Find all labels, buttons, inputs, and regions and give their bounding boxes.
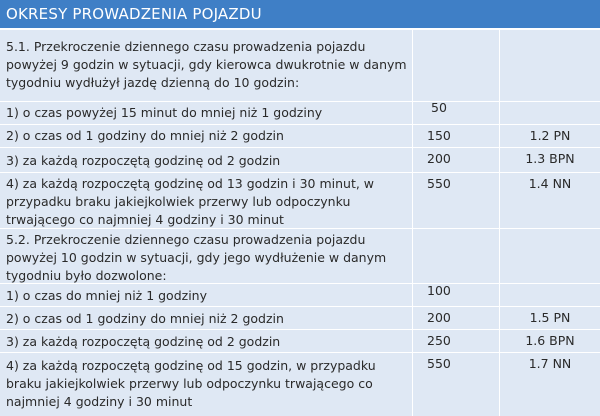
row-description: 5.2. Przekroczenie dziennego czasu prowadzenia pojazdu powyżej 10 godzin w sytuacji, gdy jego wydłużenie w danym tygodniu było dozwolone: [6, 232, 387, 283]
row-description: 3) za każdą rozpoczętą godzinę od 2 godzin [6, 153, 281, 168]
table-row [0, 30, 600, 101]
row-description: 1) o czas powyżej 15 minut do mniej niż 1 godziny [6, 105, 323, 120]
row-code [500, 30, 600, 101]
row-amount: 550 [427, 356, 451, 371]
row-amount: 100 [427, 283, 451, 298]
row-code [500, 102, 600, 124]
table-row [0, 173, 600, 228]
row-amount: 550 [427, 176, 451, 191]
row-description: 2) o czas od 1 godziny do mniej niż 2 godzin [6, 311, 284, 326]
table-row [0, 353, 600, 416]
row-code [500, 284, 600, 306]
row-amount: 250 [427, 333, 451, 348]
row-code: 1.6 BPN [525, 333, 575, 348]
table-row [0, 229, 600, 283]
row-code: 1.3 BPN [525, 151, 575, 166]
row-description: 4) za każdą rozpoczętą godzinę od 13 godzin i 30 minut, w przypadku braku jakiejkolwiek przerwy lub odpoczynku trwającego co najmniej 4 godziny i 30 minut [6, 176, 375, 227]
table-row [0, 284, 600, 306]
row-amount: 150 [427, 128, 451, 143]
table-row [0, 125, 600, 147]
table-title: OKRESY PROWADZENIA POJAZDU [0, 0, 600, 28]
row-amount: 50 [431, 100, 447, 115]
table-row [0, 330, 600, 352]
row-code: 1.4 NN [528, 176, 572, 191]
row-amount [413, 229, 499, 283]
row-code: 1.7 NN [528, 356, 572, 371]
row-description: 2) o czas od 1 godziny do mniej niż 2 godzin [6, 128, 284, 143]
row-amount: 200 [427, 151, 451, 166]
row-description: 5.1. Przekroczenie dziennego czasu prowadzenia pojazdu powyżej 9 godzin w sytuacji, gdy kierowca dwukrotnie w danym tygodniu wydłużył jazdę dzienną do 10 godzin: [6, 39, 407, 90]
row-code: 1.5 PN [529, 310, 571, 325]
row-description: 4) za każdą rozpoczętą godzinę od 15 godzin, w przypadku braku jakiejkolwiek przerwy lub odpoczynku trwającego co najmniej 4 godziny i 30 minut [6, 358, 376, 409]
row-code [500, 229, 600, 283]
row-code: 1.2 PN [529, 128, 571, 143]
row-description: 1) o czas do mniej niż 1 godziny [6, 288, 207, 303]
row-amount: 200 [427, 310, 451, 325]
row-description: 3) za każdą rozpoczętą godzinę od 2 godzin [6, 334, 281, 349]
row-amount [413, 30, 499, 101]
table-row [0, 148, 600, 172]
table-row [0, 307, 600, 329]
table-row [0, 102, 600, 124]
